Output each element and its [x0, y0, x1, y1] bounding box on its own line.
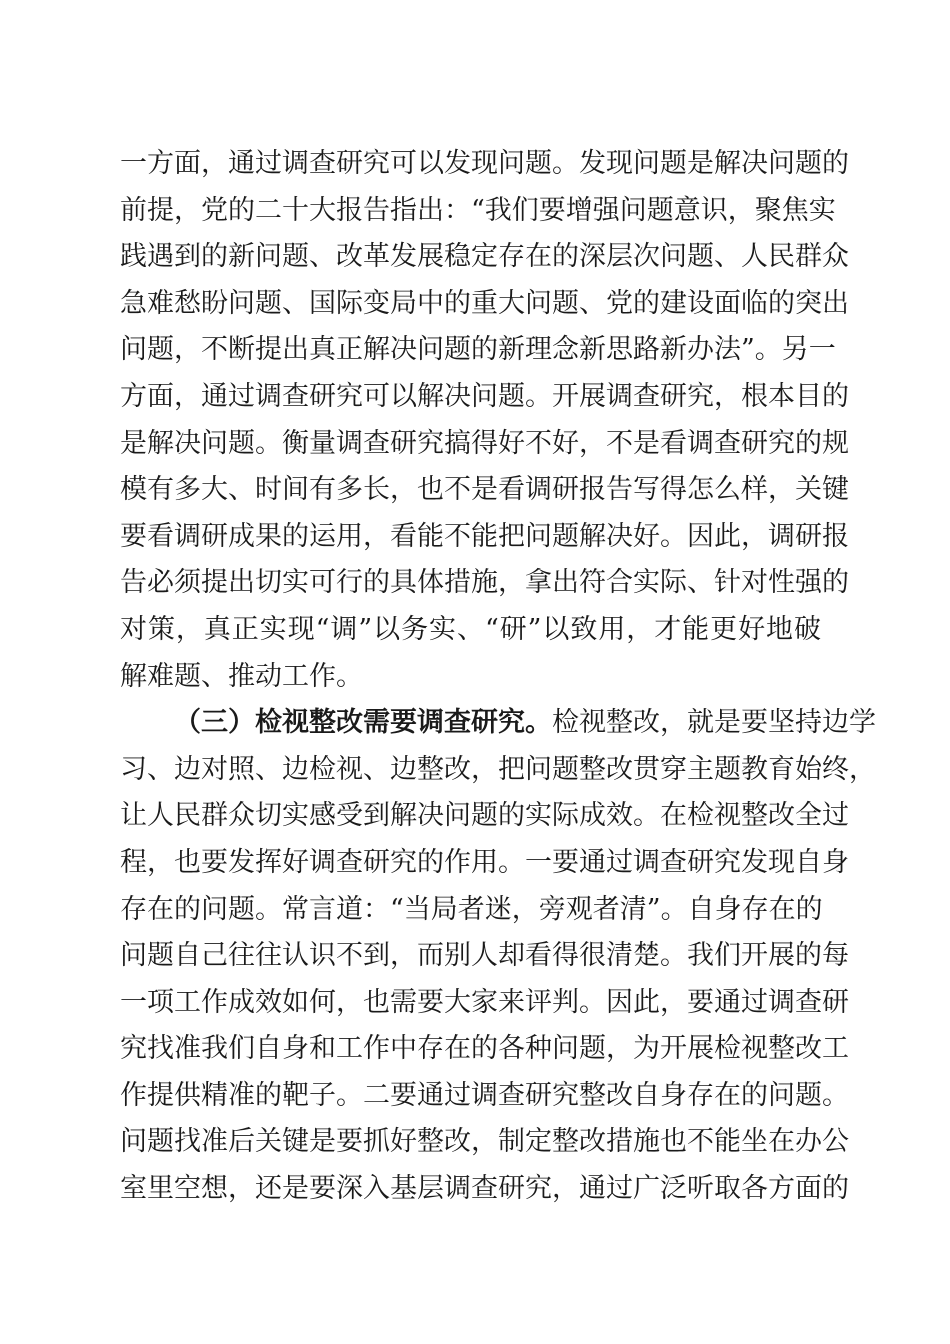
document-body: [120, 141, 876, 1213]
text-line: 究找准我们自身和工作中存在的各种问题，为开展检视整改工: [120, 1033, 849, 1065]
text-line: 是解决问题。衡量调查研究搞得好不好，不是看调查研究的规: [120, 427, 849, 459]
text-line: 习、边对照、边检视、边整改，把问题整改贯穿主题教育始终，: [120, 753, 876, 785]
text-line: 存在的问题。常言道：“当局者迷，旁观者清”。自身存在的: [120, 893, 823, 925]
text-line: 一方面，通过调查研究可以发现问题。发现问题是解决问题的: [120, 148, 849, 179]
text-line: 程，也要发挥好调查研究的作用。一要通过调查研究发现自身: [120, 846, 849, 878]
text-line: 作提供精准的靶子。二要通过调查研究整改自身存在的问题。: [120, 1079, 849, 1111]
section-heading-line: [120, 700, 876, 747]
text-line: 践遇到的新问题、改革发展稳定存在的深层次问题、人民群众: [120, 241, 849, 273]
paragraph-problem-discovery: [120, 141, 849, 700]
text-line: 让人民群众切实感受到解决问题的实际成效。在检视整改全过: [120, 800, 849, 832]
text-line: 前提，党的二十大报告指出：“我们要增强问题意识，聚焦实: [120, 194, 836, 226]
text-line: 急难愁盼问题、国际变局中的重大问题、党的建设面临的突出: [120, 287, 849, 319]
text-line: 问题找准后关键是要抓好整改，制定整改措施也不能坐在办公: [120, 1126, 849, 1158]
text-line: 模有多大、时间有多长，也不是看调研报告写得怎么样，关键: [120, 474, 849, 506]
text-line: 问题自己往往认识不到，而别人却看得很清楚。我们开展的每: [120, 940, 849, 972]
text-line: 问题，不断提出真正解决问题的新理念新思路新办法”。另一: [120, 334, 836, 366]
text-line: 解难题、推动工作。: [120, 660, 363, 692]
text-run: 检视整改，就是要坚持边学: [552, 707, 876, 739]
text-line: 告必须提出切实可行的具体措施，拿出符合实际、针对性强的: [120, 567, 849, 599]
text-line: 要看调研成果的运用，看能不能把问题解决好。因此，调研报: [120, 520, 849, 552]
paragraph-review-rectification: [120, 700, 876, 1213]
text-line: 一项工作成效如何，也需要大家来评判。因此，要通过调查研: [120, 986, 849, 1018]
text-line: 方面，通过调查研究可以解决问题。开展调查研究，根本目的: [120, 380, 849, 412]
text-line: 对策，真正实现“调”以务实、“研”以致用，才能更好地破: [120, 613, 821, 645]
section-heading: （三）检视整改需要调查研究。: [174, 707, 552, 739]
text-line: 室里空想，还是要深入基层调查研究，通过广泛听取各方面的: [120, 1173, 849, 1205]
